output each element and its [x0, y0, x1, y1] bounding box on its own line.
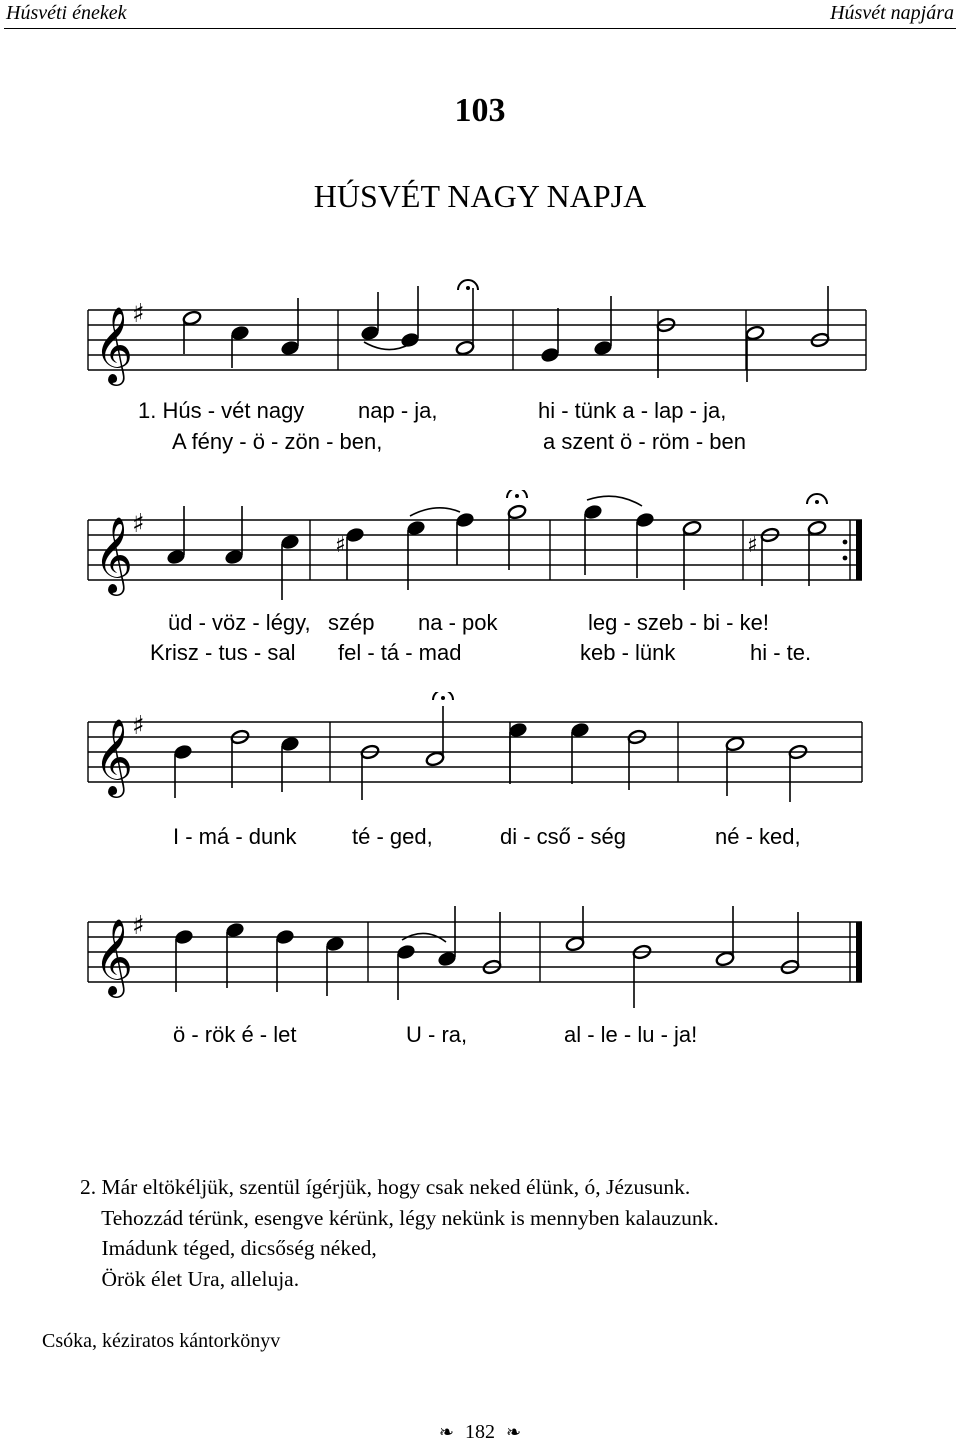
svg-text:♯: ♯ [132, 299, 145, 329]
treble-clef-icon [94, 516, 133, 596]
sharp-icon [132, 509, 145, 539]
verse-2 [80, 1172, 719, 1294]
source-note: Csóka, kéziratos kántorkönyv [42, 1330, 281, 1352]
verse-2-line-3: Imádunk téged, dicsőség néked, [80, 1236, 377, 1260]
page-footer [0, 1420, 960, 1444]
ornament-right-icon: ❧ [506, 1421, 522, 1442]
lyric-line1-v1-c: hi - tünk a - lap - ja, [538, 398, 727, 423]
sharp-icon [132, 711, 145, 741]
staff-2 [80, 490, 880, 610]
slur-icon [410, 508, 460, 516]
fermata-icon [458, 280, 478, 290]
verse-2-line-1: 2. Már eltökéljük, szentül ígérjük, hogy csak neked élünk, ó, Jézusunk. [80, 1175, 691, 1199]
lyric-line3-c: di - cső - ség [500, 824, 626, 849]
lyric-line2-v2-b: fel - tá - mad [338, 640, 462, 665]
lyric-line2-v2-c: keb - lünk [580, 640, 676, 665]
lyric-line2-v1-c: na - pok [418, 610, 498, 635]
svg-text:♯: ♯ [747, 533, 758, 558]
sharp-icon [132, 299, 145, 329]
lyric-line4-c: al - le - lu - ja! [564, 1022, 698, 1047]
fermata-icon [807, 494, 827, 504]
running-header [0, 0, 960, 30]
header-section-title: Húsvét napjára [830, 2, 954, 24]
sharp-icon [132, 911, 145, 941]
lyric-line4-a: ö - rök é - let [173, 1022, 297, 1047]
page-number: 182 [465, 1420, 495, 1443]
lyric-line2-v1-d: leg - szeb - bi - ke! [588, 610, 769, 635]
ornament-left-icon: ❧ [438, 1421, 454, 1442]
final-barline [856, 922, 862, 982]
hymn-title: HÚSVÉT NAGY NAPJA [313, 178, 647, 214]
music-system-2 [80, 490, 880, 665]
final-barline [856, 520, 862, 580]
svg-text:𝄞: 𝄞 [94, 516, 134, 593]
staff-1 [80, 278, 880, 388]
lyric-line3-d: né - ked, [715, 824, 801, 849]
staff-3 [80, 692, 880, 812]
lyric-line1-v2-b: a szent ö - röm - ben [543, 429, 746, 454]
music-system-1 [80, 278, 880, 454]
lyric-line2-v2-d: hi - te. [750, 640, 812, 665]
verse-2-line-4: Örök élet Ura, alleluja. [80, 1266, 300, 1291]
svg-text:♯: ♯ [132, 711, 145, 741]
svg-text:𝄞: 𝄞 [94, 306, 134, 383]
lyric-line2-v1-a: üd - vöz - légy, [168, 610, 311, 635]
header-divider [4, 28, 956, 29]
lyric-line1-v1-b: nap - ja, [358, 398, 438, 423]
lyric-line2-v1-b: szép [328, 610, 375, 635]
svg-text:𝄞: 𝄞 [94, 718, 134, 795]
lyric-line1-v2-a: A fény - ö - zön - ben, [172, 429, 383, 454]
fermata-icon [507, 490, 527, 498]
hymn-number: 103 [454, 92, 506, 129]
music-system-3 [80, 692, 880, 849]
slur-icon [402, 933, 446, 942]
slur-icon [587, 496, 642, 506]
music-system-4 [80, 892, 880, 1047]
staff-4 [80, 892, 880, 1012]
treble-clef-icon [94, 306, 133, 386]
treble-clef-icon [94, 918, 133, 998]
svg-text:♯: ♯ [335, 533, 346, 558]
verse-2-line-2: Tehozzád térünk, esengve kérünk, légy nekünk is mennyben kalauzunk. [80, 1205, 719, 1230]
header-book-title: Húsvéti énekek [6, 2, 127, 24]
lyric-line4-b: U - ra, [406, 1022, 468, 1047]
fermata-icon [433, 692, 453, 700]
svg-text:♯: ♯ [132, 911, 145, 941]
svg-text:𝄞: 𝄞 [94, 918, 134, 995]
treble-clef-icon [94, 718, 133, 798]
lyric-line2-v2-a: Krisz - tus - sal [150, 640, 296, 665]
lyric-line3-a: I - má - dunk [173, 824, 297, 849]
lyric-line3-b: té - ged, [352, 824, 433, 849]
lyric-line1-v1-a: 1. Hús - vét nagy [138, 398, 305, 423]
svg-text:♯: ♯ [132, 509, 145, 539]
